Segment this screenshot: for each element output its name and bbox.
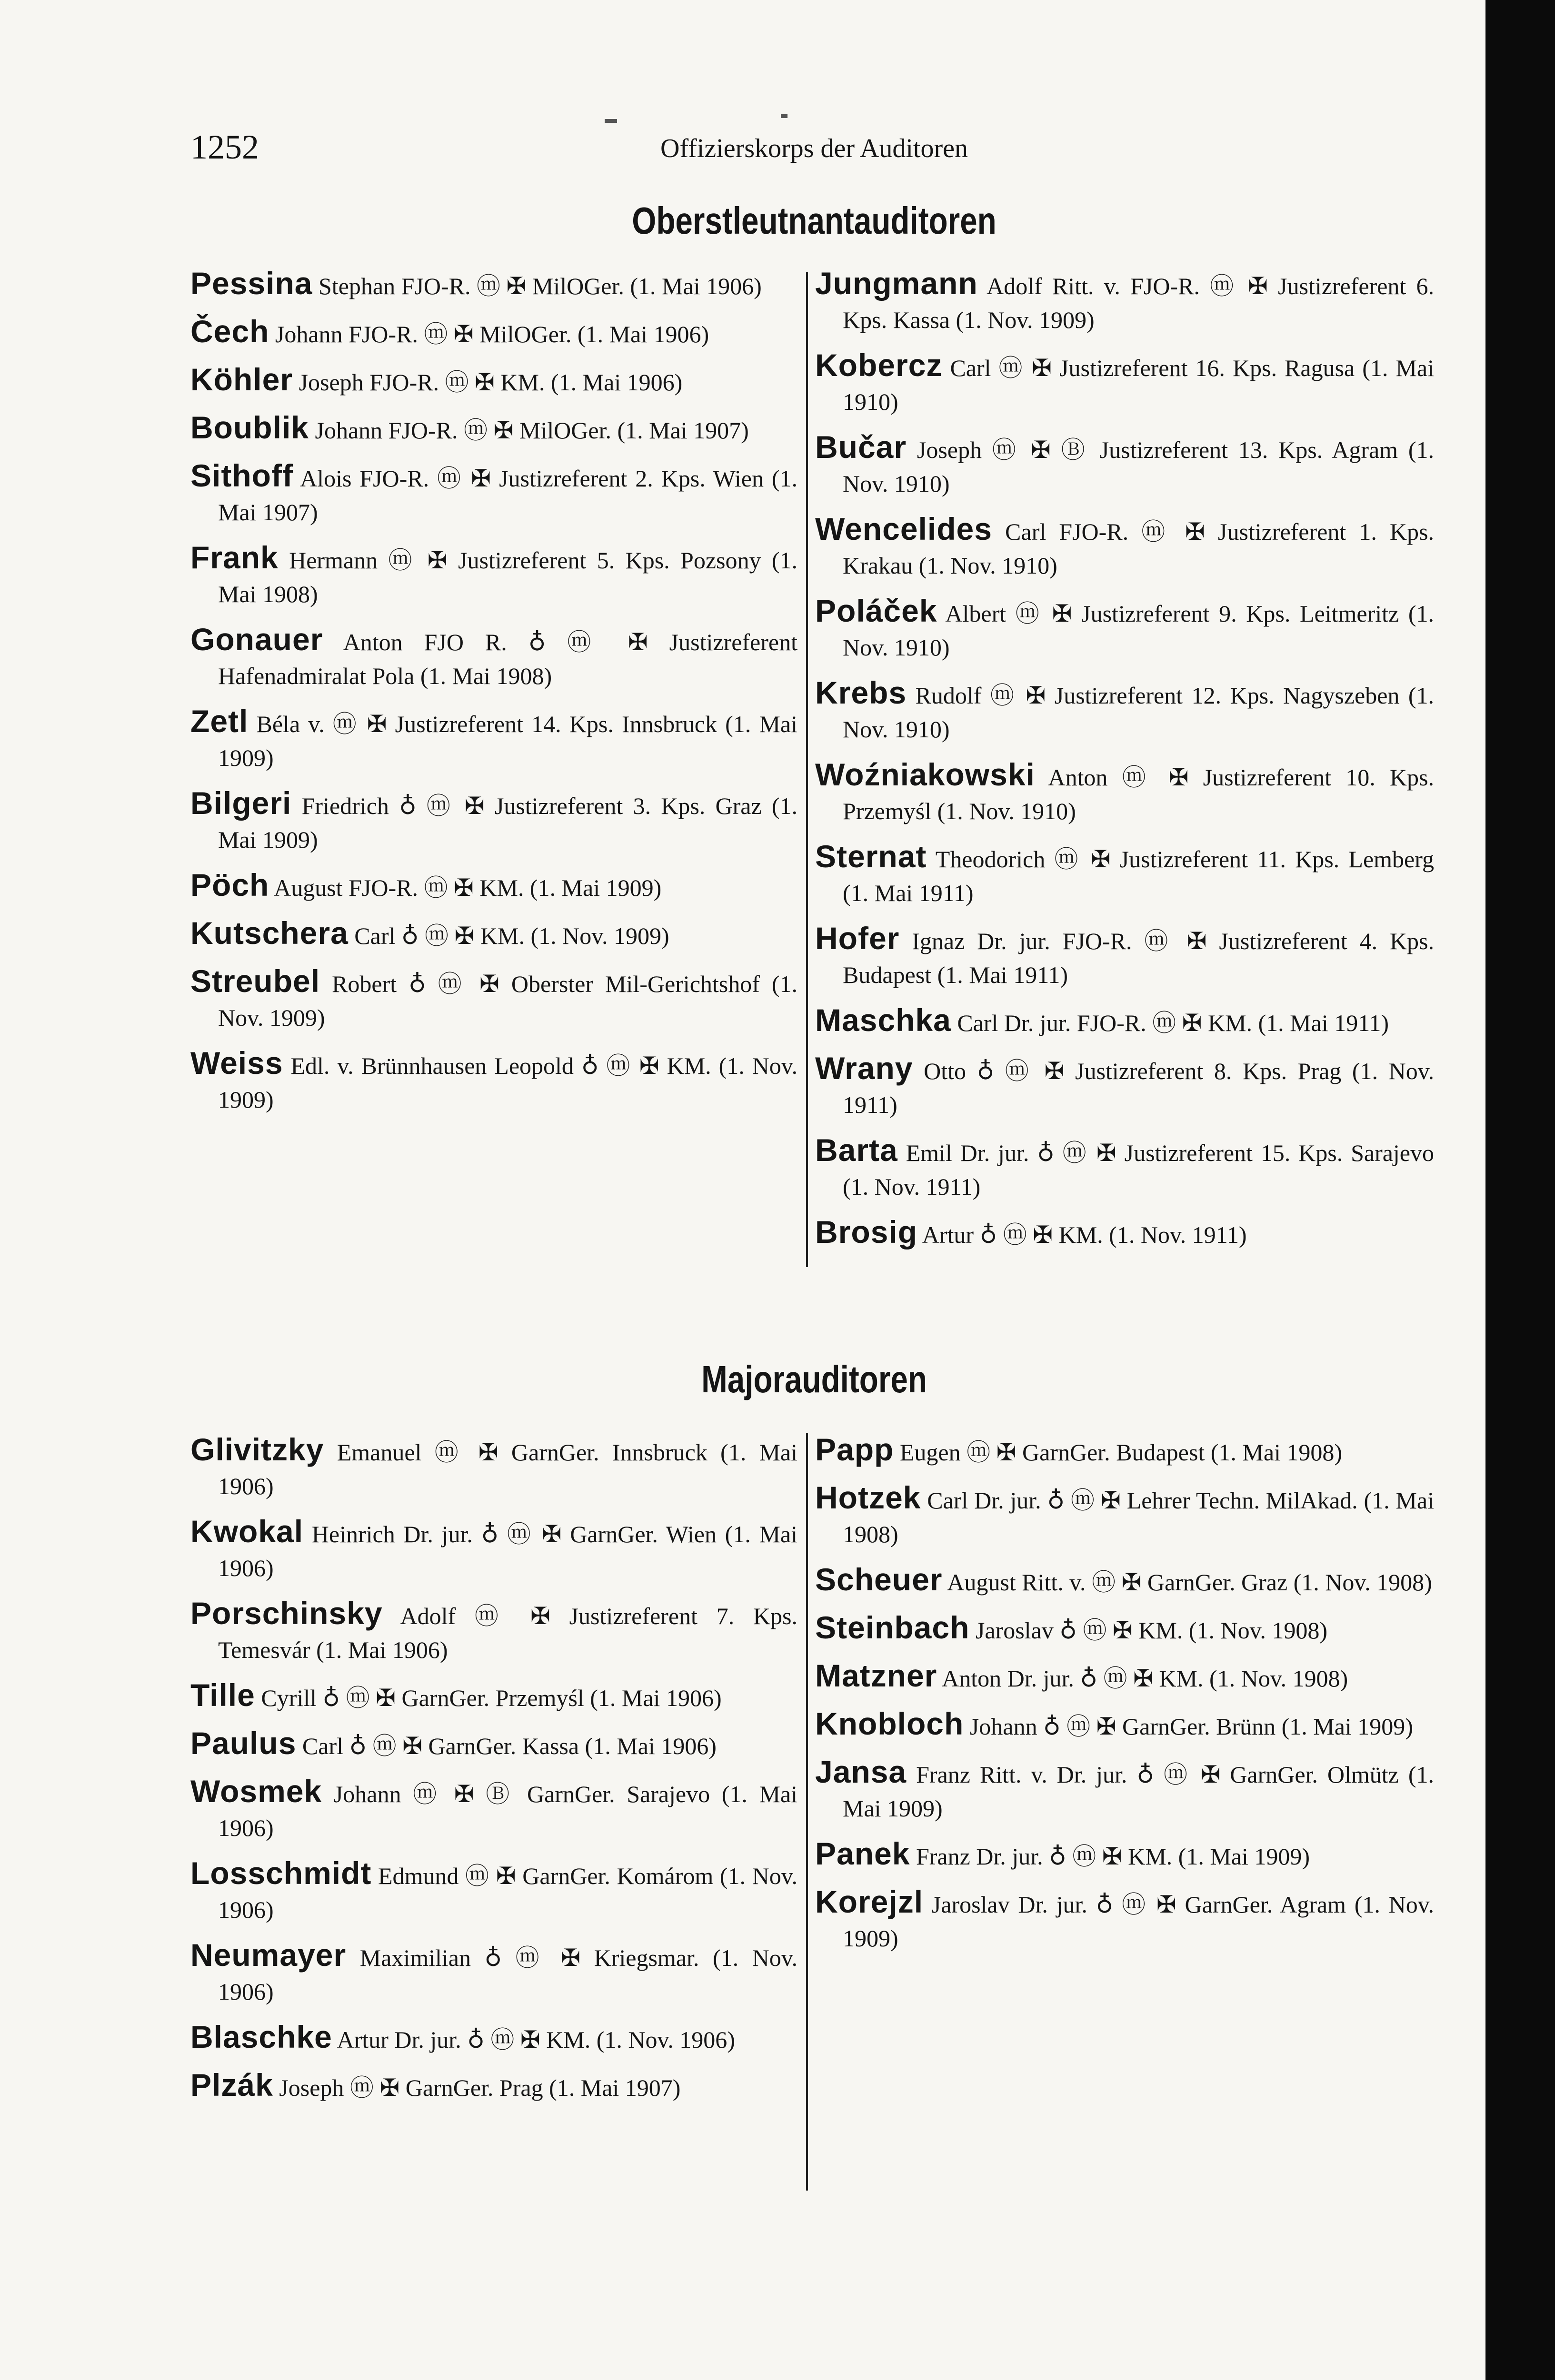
- officer-surname: Papp: [815, 1432, 894, 1467]
- officer-entry: [190, 411, 797, 447]
- officer-details: Anton FJO R. ♁ ⓜ ✠ Justizreferent Hafenadmiralat Pola (1. Mai 1908): [218, 629, 797, 689]
- officer-entry: [190, 459, 797, 529]
- officer-details: Carl ⓜ ✠ Justizreferent 16. Kps. Ragusa (1. Mai 1910): [843, 355, 1435, 415]
- officer-entry: [815, 1133, 1434, 1204]
- officer-entry: [190, 1775, 797, 1845]
- officer-surname: Scheuer: [815, 1562, 943, 1597]
- officer-details: Anton Dr. jur. ♁ ⓜ ✠ KM. (1. Nov. 1908): [942, 1665, 1348, 1692]
- officer-entry: [815, 348, 1434, 419]
- page-number: 1252: [190, 128, 259, 166]
- officer-surname: Maschka: [815, 1002, 951, 1038]
- officer-entry: [815, 1433, 1434, 1469]
- officer-surname: Krebs: [815, 675, 907, 710]
- officer-surname: Wrany: [815, 1051, 913, 1086]
- officer-entry: [190, 1515, 797, 1585]
- officer-details: Artur ♁ ⓜ ✠ KM. (1. Nov. 1911): [922, 1221, 1247, 1248]
- officer-surname: Wencelides: [815, 511, 992, 546]
- officer-surname: Jansa: [815, 1754, 907, 1789]
- officer-details: Theodorich ⓜ ✠ Justizreferent 11. Kps. Lemberg (1. Mai 1911): [843, 846, 1434, 906]
- officer-entry: [815, 267, 1434, 337]
- officer-entry: [815, 1885, 1434, 1955]
- officer-details: Joseph FJO-R. ⓜ ✠ KM. (1. Mai 1906): [299, 369, 683, 396]
- officer-details: Cyrill ♁ ⓜ ✠ GarnGer. Przemyśl (1. Mai 1906): [261, 1685, 722, 1711]
- officer-entry: [815, 676, 1434, 746]
- officer-surname: Boublik: [190, 410, 309, 445]
- officer-details: Johann ♁ ⓜ ✠ GarnGer. Brünn (1. Mai 1909): [969, 1713, 1413, 1740]
- officer-list-right: [815, 267, 1434, 1263]
- officer-list-left: [190, 1433, 797, 2116]
- officer-details: Emil Dr. jur. ♁ ⓜ ✠ Justizreferent 15. Kps. Sarajevo (1. Nov. 1911): [843, 1140, 1434, 1200]
- officer-surname: Tille: [190, 1677, 255, 1713]
- officer-entry: [815, 1755, 1434, 1825]
- officer-surname: Kwokal: [190, 1514, 304, 1549]
- officer-surname: Steinbach: [815, 1610, 970, 1645]
- officer-details: Johann FJO-R. ⓜ ✠ MilOGer. (1. Mai 1906): [275, 321, 709, 347]
- officer-surname: Pöch: [190, 867, 269, 902]
- officer-surname: Sternat: [815, 839, 927, 874]
- officer-entry: [190, 868, 797, 905]
- officer-surname: Matzner: [815, 1658, 937, 1693]
- officer-details: Adolf ⓜ ✠ Justizreferent 7. Kps. Temesvár (1. Mai 1906): [218, 1603, 797, 1663]
- officer-surname: Barta: [815, 1132, 898, 1168]
- officer-surname: Zetl: [190, 704, 249, 739]
- officer-details: Johann ⓜ ✠ Ⓑ GarnGer. Sarajevo (1. Mai 1906): [218, 1781, 798, 1841]
- section-title-oberstleutnantauditoren: Oberstleutnantauditoren: [632, 199, 997, 242]
- officer-details: Otto ♁ ⓜ ✠ Justizreferent 8. Kps. Prag (1. Nov. 1911): [843, 1058, 1434, 1118]
- officer-surname: Glivitzky: [190, 1432, 324, 1467]
- officer-entry: [815, 594, 1434, 664]
- officer-details: Carl Dr. jur. ♁ ⓜ ✠ Lehrer Techn. MilAkad. (1. Mai 1908): [843, 1487, 1434, 1547]
- officer-entry: [190, 1938, 797, 2009]
- officer-entry: [815, 512, 1434, 583]
- officer-list-right: [815, 1433, 1434, 1967]
- officer-details: Carl FJO-R. ⓜ ✠ Justizreferent 1. Kps. Krakau (1. Nov. 1910): [843, 518, 1435, 579]
- officer-details: Joseph ⓜ ✠ Ⓑ Justizreferent 13. Kps. Agram (1. Nov. 1910): [843, 436, 1435, 497]
- officer-entry: [190, 363, 797, 399]
- officer-surname: Paulus: [190, 1726, 297, 1761]
- officer-surname: Streubel: [190, 963, 320, 999]
- officer-details: Jaroslav Dr. jur. ♁ ⓜ ✠ GarnGer. Agram (1. Nov. 1909): [843, 1891, 1434, 1952]
- officer-details: Adolf Ritt. v. FJO-R. ⓜ ✠ Justizreferent 6. Kps. Kassa (1. Nov. 1909): [843, 273, 1434, 333]
- officer-surname: Köhler: [190, 362, 293, 397]
- officer-surname: Knobloch: [815, 1706, 964, 1741]
- officer-entry: [190, 964, 797, 1035]
- running-title: Offizierskorps der Auditoren: [660, 134, 968, 163]
- officer-entry: [190, 2020, 797, 2057]
- officer-details: Maximilian ♁ ⓜ ✠ Kriegsmar. (1. Nov. 1906): [218, 1944, 797, 2005]
- officer-details: August Ritt. v. ⓜ ✠ GarnGer. Graz (1. Nov. 1908): [947, 1569, 1432, 1596]
- officer-entry: [815, 1481, 1434, 1551]
- officer-details: Artur Dr. jur. ♁ ⓜ ✠ KM. (1. Nov. 1906): [337, 2026, 735, 2053]
- officer-surname: Woźniakowski: [815, 757, 1035, 792]
- officer-details: Alois FJO-R. ⓜ ✠ Justizreferent 2. Kps. Wien (1. Mai 1907): [218, 465, 797, 526]
- officer-details: Joseph ⓜ ✠ GarnGer. Prag (1. Mai 1907): [279, 2074, 681, 2101]
- officer-surname: Korejzl: [815, 1884, 924, 1919]
- officer-details: Friedrich ♁ ⓜ ✠ Justizreferent 3. Kps. Graz (1. Mai 1909): [218, 793, 797, 853]
- officer-entry: [190, 786, 797, 857]
- officer-entry: [190, 2068, 797, 2105]
- officer-details: Béla v. ⓜ ✠ Justizreferent 14. Kps. Innsbruck (1. Mai 1909): [218, 711, 798, 771]
- officer-details: Eugen ⓜ ✠ GarnGer. Budapest (1. Mai 1908): [899, 1439, 1343, 1466]
- officer-details: August FJO-R. ⓜ ✠ KM. (1. Mai 1909): [274, 874, 662, 901]
- officer-details: Carl ♁ ⓜ ✠ KM. (1. Nov. 1909): [354, 922, 669, 949]
- officer-entry: [190, 1856, 797, 1927]
- officer-entry: [190, 704, 797, 775]
- page-header: [190, 128, 1438, 170]
- scan-border: [1485, 0, 1555, 2380]
- officer-details: Ignaz Dr. jur. FJO-R. ⓜ ✠ Justizreferent 4. Kps. Budapest (1. Mai 1911): [843, 928, 1435, 988]
- column-divider: [806, 1433, 808, 2191]
- officer-surname: Blaschke: [190, 2019, 332, 2054]
- officer-surname: Neumayer: [190, 1937, 347, 1973]
- officer-entry: [815, 922, 1434, 992]
- officer-details: Anton ⓜ ✠ Justizreferent 10. Kps. Przemyśl (1. Nov. 1910): [843, 764, 1434, 824]
- column-divider: [806, 272, 808, 1267]
- officer-surname: Panek: [815, 1836, 910, 1871]
- officer-details: Rudolf ⓜ ✠ Justizreferent 12. Kps. Nagyszeben (1. Nov. 1910): [843, 682, 1435, 743]
- officer-surname: Wosmek: [190, 1774, 322, 1809]
- officer-entry: [815, 1215, 1434, 1252]
- officer-entry: [815, 1051, 1434, 1122]
- officer-surname: Hotzek: [815, 1480, 921, 1515]
- officer-details: Edmund ⓜ ✠ GarnGer. Komárom (1. Nov. 1906): [218, 1863, 798, 1923]
- officer-surname: Hofer: [815, 921, 900, 956]
- officer-entry: [815, 1659, 1434, 1696]
- section-title-majorauditoren: Majorauditoren: [701, 1358, 927, 1400]
- officer-details: Franz Ritt. v. Dr. jur. ♁ ⓜ ✠ GarnGer. Olmütz (1. Mai 1909): [843, 1761, 1434, 1822]
- officer-entry: [815, 1003, 1434, 1040]
- officer-surname: Losschmidt: [190, 1855, 372, 1891]
- officer-entry: [815, 1837, 1434, 1874]
- officer-details: Franz Dr. jur. ♁ ⓜ ✠ KM. (1. Mai 1909): [916, 1843, 1310, 1870]
- officer-entry: [190, 1597, 797, 1667]
- officer-entry: [815, 1707, 1434, 1744]
- officer-surname: Frank: [190, 540, 279, 575]
- officer-entry: [815, 758, 1434, 828]
- officer-surname: Pessina: [190, 266, 313, 301]
- officer-entry: [815, 1611, 1434, 1647]
- officer-entry: [815, 430, 1434, 501]
- officer-entry: [190, 916, 797, 953]
- officer-surname: Sithoff: [190, 458, 293, 493]
- officer-surname: Poláček: [815, 593, 937, 628]
- officer-entry: [190, 1678, 797, 1715]
- officer-surname: Kobercz: [815, 347, 943, 383]
- officer-entry: [190, 1046, 797, 1117]
- officer-surname: Bučar: [815, 429, 907, 465]
- officer-surname: Čech: [190, 314, 269, 349]
- officer-details: Albert ⓜ ✠ Justizreferent 9. Kps. Leitmeritz (1. Nov. 1910): [843, 600, 1434, 661]
- print-mark: [605, 119, 617, 123]
- officer-details: Stephan FJO-R. ⓜ ✠ MilOGer. (1. Mai 1906): [319, 273, 762, 299]
- officer-entry: [815, 1563, 1434, 1599]
- officer-entry: [190, 267, 797, 303]
- officer-surname: Jungmann: [815, 266, 978, 301]
- officer-details: Carl Dr. jur. FJO-R. ⓜ ✠ KM. (1. Mai 1911): [957, 1010, 1389, 1036]
- officer-entry: [190, 623, 797, 693]
- officer-surname: Porschinsky: [190, 1596, 383, 1631]
- officer-surname: Gonauer: [190, 622, 323, 657]
- officer-entry: [190, 1433, 797, 1503]
- officer-details: Emanuel ⓜ ✠ GarnGer. Innsbruck (1. Mai 1906): [218, 1439, 797, 1499]
- officer-details: Edl. v. Brünnhausen Leopold ♁ ⓜ ✠ KM. (1. Nov. 1909): [218, 1052, 798, 1113]
- officer-list-left: [190, 267, 797, 1128]
- officer-details: Hermann ⓜ ✠ Justizreferent 5. Kps. Pozsony (1. Mai 1908): [218, 547, 797, 607]
- officer-surname: Bilgeri: [190, 785, 292, 821]
- officer-details: Johann FJO-R. ⓜ ✠ MilOGer. (1. Mai 1907): [315, 417, 749, 444]
- print-mark: [781, 114, 787, 118]
- officer-details: Heinrich Dr. jur. ♁ ⓜ ✠ GarnGer. Wien (1. Mai 1906): [218, 1521, 798, 1581]
- officer-surname: Kutschera: [190, 915, 349, 951]
- officer-entry: [190, 541, 797, 611]
- officer-entry: [190, 315, 797, 351]
- officer-details: Carl ♁ ⓜ ✠ GarnGer. Kassa (1. Mai 1906): [302, 1733, 717, 1759]
- officer-entry: [815, 840, 1434, 910]
- officer-details: Jaroslav ♁ ⓜ ✠ KM. (1. Nov. 1908): [975, 1617, 1327, 1644]
- officer-details: Robert ♁ ⓜ ✠ Oberster Mil-Gerichtshof (1. Nov. 1909): [218, 971, 797, 1031]
- officer-surname: Weiss: [190, 1045, 283, 1081]
- officer-surname: Brosig: [815, 1214, 918, 1250]
- officer-entry: [190, 1726, 797, 1763]
- officer-surname: Plzák: [190, 2067, 273, 2102]
